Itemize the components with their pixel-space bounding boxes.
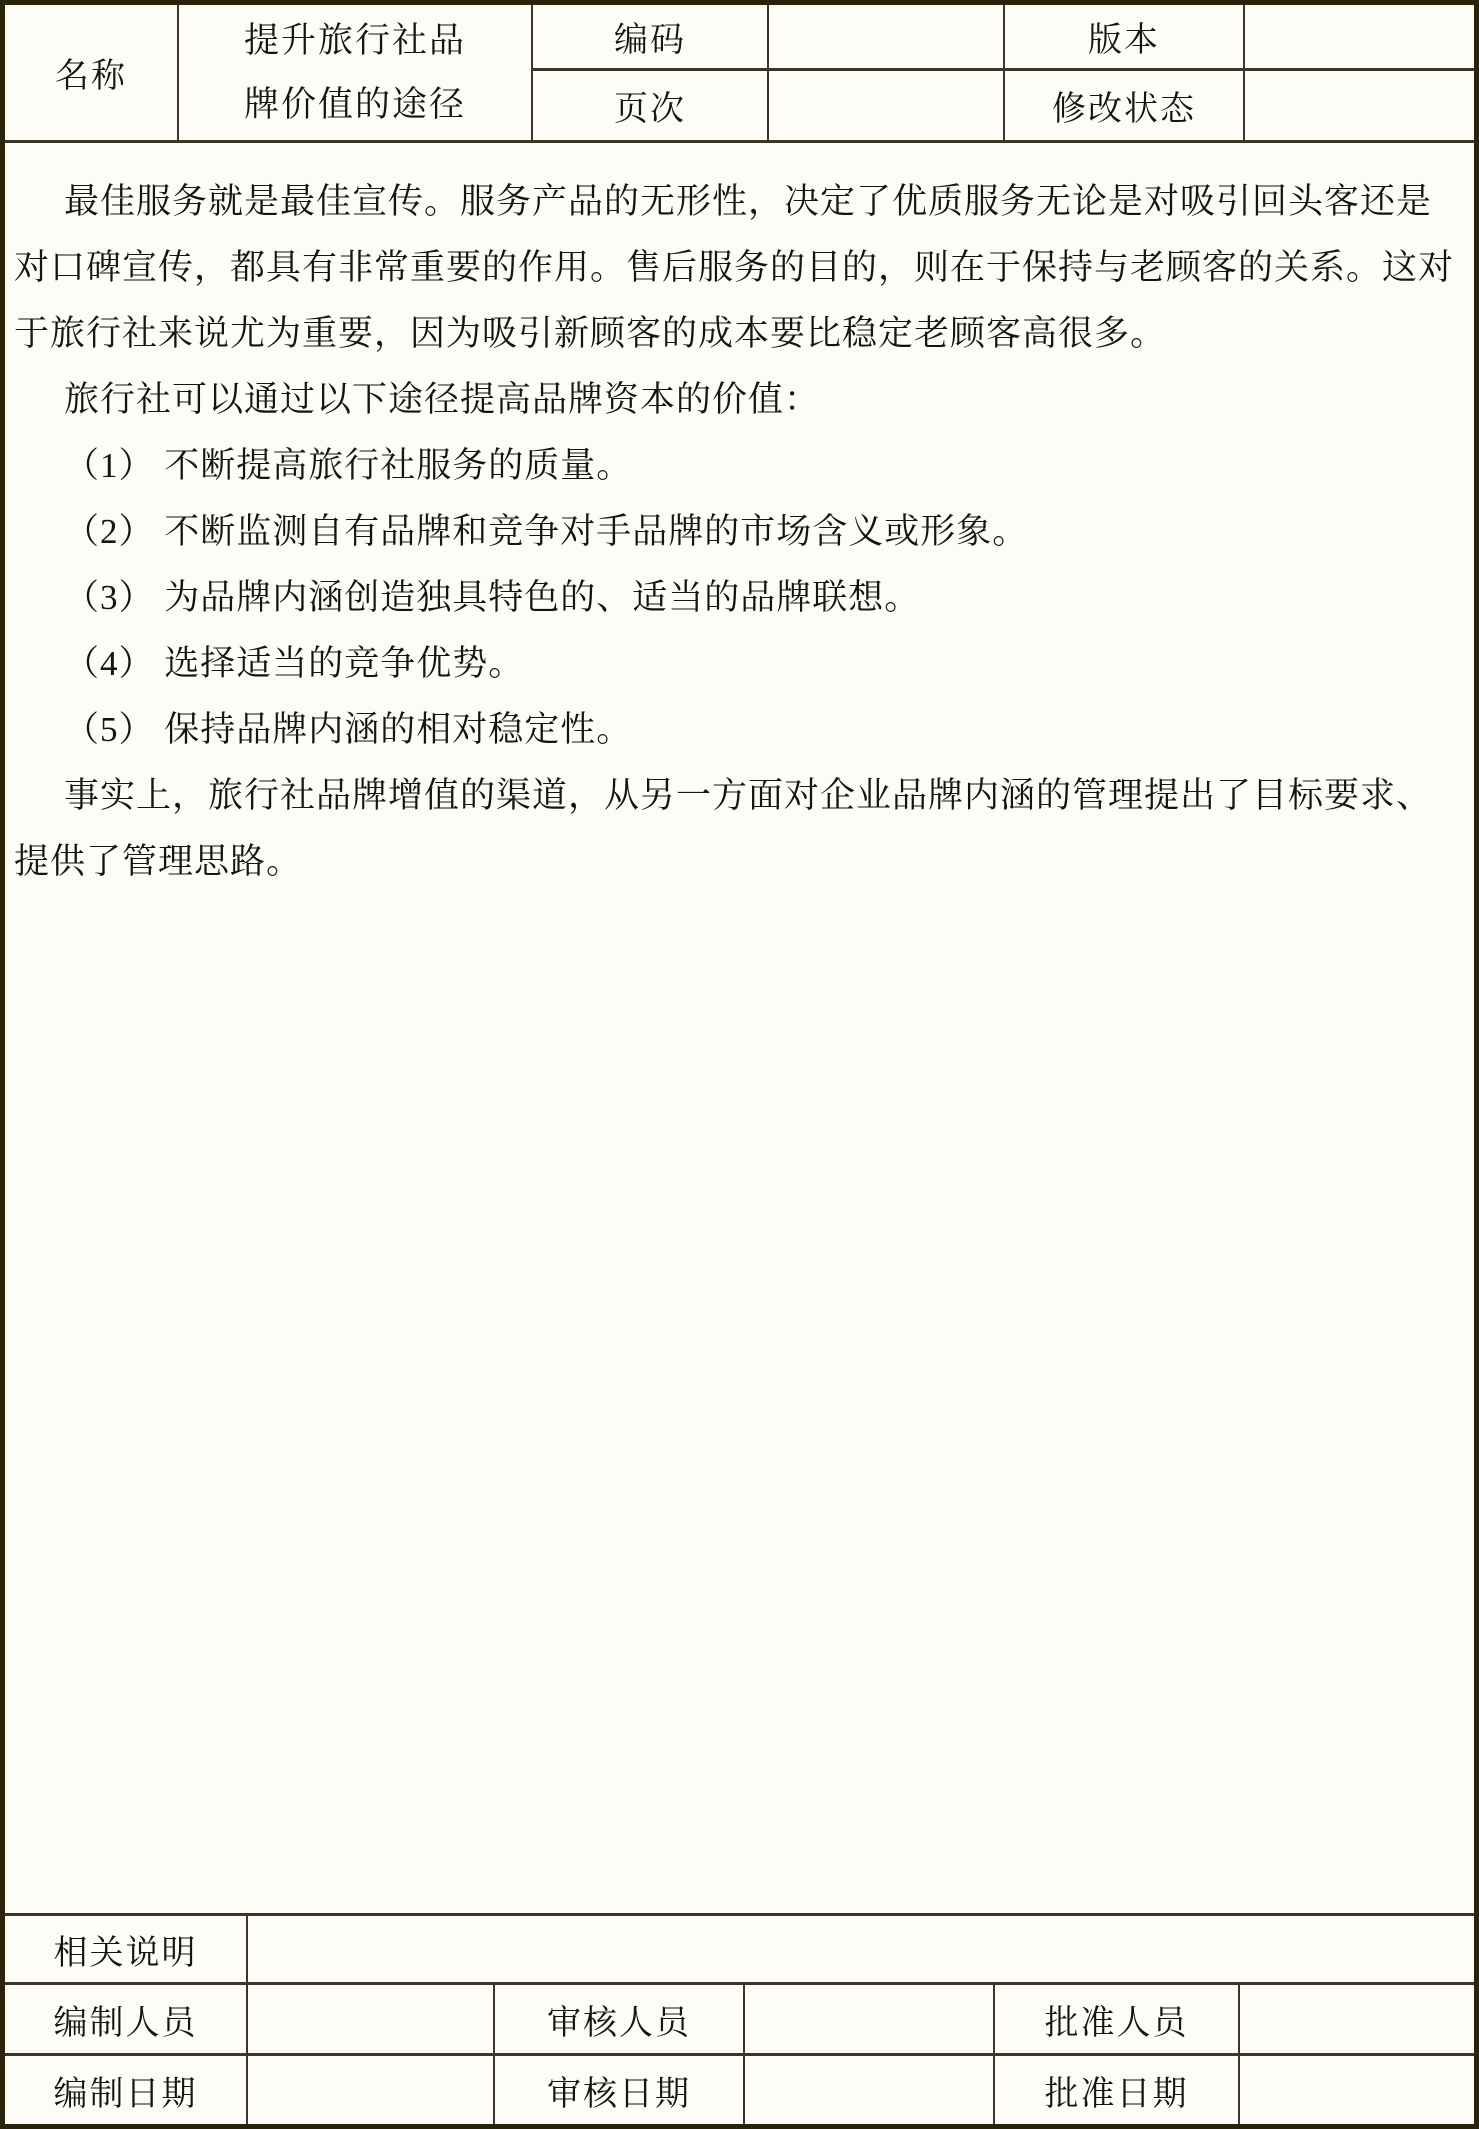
prepare-date-label: 编制日期 [53,2075,198,2113]
approver-label-cell [995,1982,1240,2053]
preparer-value-cell [248,1982,495,2053]
page-number-value-cell [769,71,1005,140]
name-label-cell [5,5,179,140]
preparer-label-cell [5,1982,248,2053]
numbered-item-4: （4） 选择适当的竞争优势。 [64,644,525,683]
header-table [5,5,1474,143]
approve-date-label-cell [995,2053,1240,2124]
numbered-item-1: （1） 不断提高旅行社服务的质量。 [64,446,633,485]
version-value-cell [1245,5,1474,71]
numbered-item-3: （3） 为品牌内涵创造独具特色的、适当的品牌联想。 [64,578,921,617]
notes-value-cell [248,1916,1474,1982]
page-number-label-cell [533,71,769,140]
notes-label: 相关说明 [53,1934,198,1972]
document-body [5,143,1474,1913]
approver-label: 批准人员 [1044,2004,1189,2042]
prepare-date-value-cell [248,2053,495,2124]
code-label: 编码 [614,22,686,59]
footer-table [5,1913,1474,2124]
reviewer-value-cell [745,1982,995,2053]
preparer-label: 编制人员 [53,2004,198,2042]
paragraph-intro: 最佳服务就是最佳宣传。服务产品的无形性，决定了优质服务无论是对吸引回头客还是对口碑宣传，都具有非常重要的作用。售后服务的目的，则在于保持与老顾客的关系。这对于旅行社来说尤为重要，因为吸引新顾客的成本要比稳定老顾客高很多。 [14,182,1455,353]
name-label: 名称 [55,58,127,95]
page-number-label: 页次 [614,91,686,128]
code-label-cell [533,5,769,71]
numbered-item-2: （2） 不断监测自有品牌和竞争对手品牌的市场含义或形象。 [64,512,1029,551]
document-title-cell [179,5,533,140]
review-date-label-cell [495,2053,745,2124]
notes-label-cell [5,1916,248,1982]
numbered-item-5: （5） 保持品牌内涵的相对稳定性。 [64,710,633,749]
reviewer-label: 审核人员 [547,2004,691,2042]
approve-date-value-cell [1240,2053,1474,2124]
prepare-date-label-cell [5,2053,248,2124]
approver-value-cell [1240,1982,1474,2053]
version-label: 版本 [1088,22,1160,59]
code-value-cell [769,5,1005,71]
paragraph-lead-in: 旅行社可以通过以下途径提高品牌资本的价值： [64,380,821,419]
version-label-cell [1005,5,1245,71]
approve-date-label: 批准日期 [1044,2075,1189,2113]
revision-status-label-cell [1005,71,1245,140]
paragraph-closing: 事实上，旅行社品牌增值的渠道，从另一方面对企业品牌内涵的管理提出了目标要求、提供了管理思路。 [14,776,1433,881]
reviewer-label-cell [495,1982,745,2053]
document-title-line2: 牌价值的途径 [243,84,466,124]
revision-status-value-cell [1245,71,1474,140]
review-date-label: 审核日期 [547,2075,691,2113]
document-title-line1: 提升旅行社品 [243,20,466,60]
review-date-value-cell [745,2053,995,2124]
revision-status-label: 修改状态 [1052,91,1196,128]
